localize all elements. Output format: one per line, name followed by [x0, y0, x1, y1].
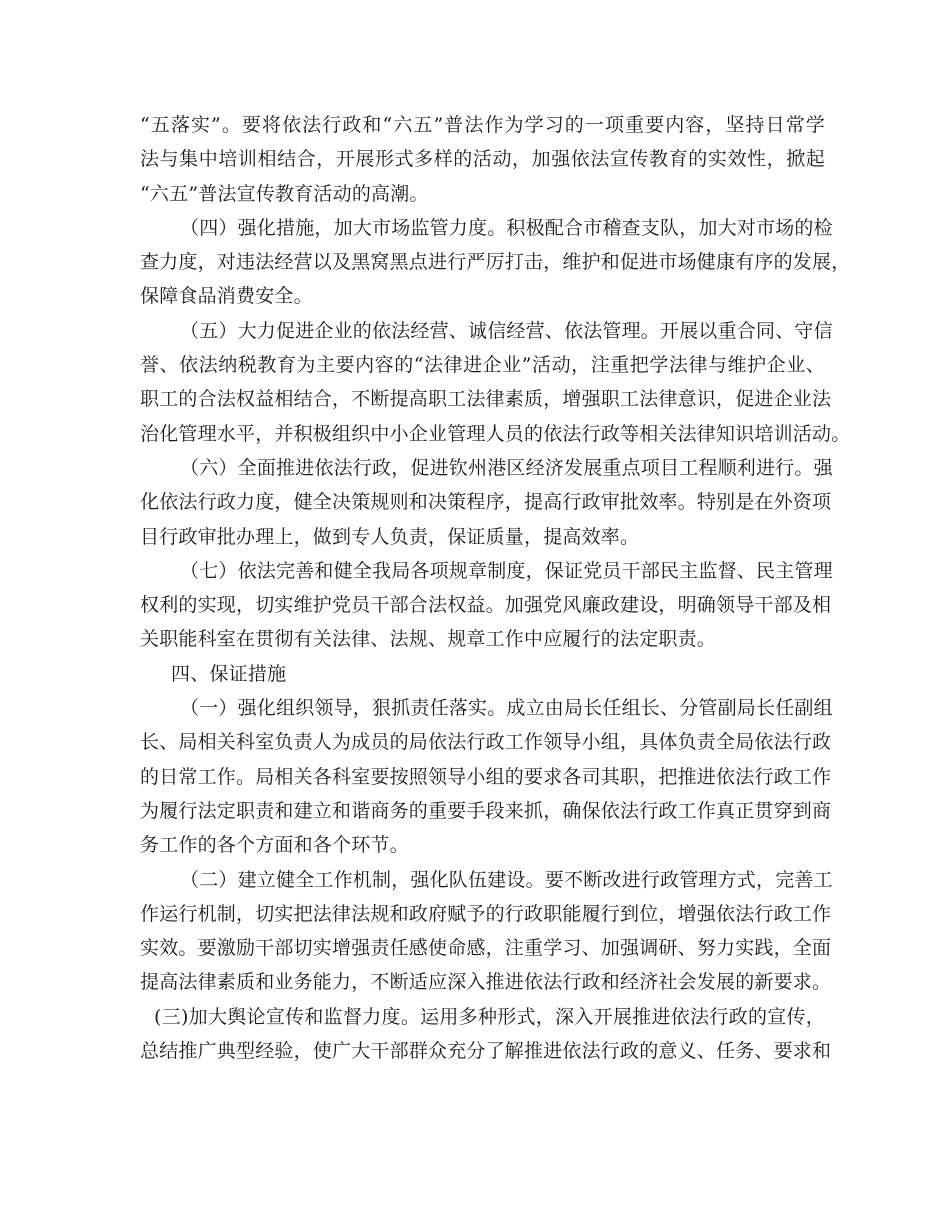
text-line: 四、保证措施: [171, 662, 287, 685]
paragraph: [140, 863, 833, 1000]
text-line: （七）依法完善和健全我局各项规章制度，保证党员干部民主监督、民主管理: [180, 559, 833, 582]
section-heading: [140, 657, 825, 691]
text-line: （一）强化组织领导，狠抓责任落实。成立由局长任组长、分管副局长任副组: [180, 697, 833, 720]
text-line: 总结推广典型经验，使广大干部群众充分了解推进依法行政的意义、任务、要求和: [140, 1040, 832, 1063]
text-line: 的日常工作。局相关各科室要按照领导小组的要求各司其职，把推进依法行政工作: [140, 765, 832, 788]
text-line: 目行政审批办理上，做到专人负责，保证质量，提高效率。: [140, 525, 640, 548]
text-line: 作运行机制，切实把法律法规和政府赋予的行政职能履行到位，增强依法行政工作: [140, 902, 832, 925]
text-line: “六五”普法宣传教育活动的高潮。: [140, 182, 429, 205]
paragraph: [140, 108, 825, 211]
text-line: 为履行法定职责和建立和谐商务的重要手段来抓，确保依法行政工作真正贯穿到商: [140, 799, 832, 822]
paragraph: [140, 314, 851, 451]
text-line: 查力度，对违法经营以及黑窝黑点进行严厉打击，维护和促进市场健康有序的发展，: [140, 251, 851, 274]
text-line: 化依法行政力度，健全决策规则和决策程序，提高行政审批效率。特别是在外资项: [140, 491, 832, 514]
text-line: 治化管理水平，并积极组织中小企业管理人员的依法行政等相关法律知识培训活动。: [140, 422, 851, 445]
paragraph: [140, 554, 833, 657]
paragraph: [140, 691, 833, 862]
text-line: （四）强化措施，加大市场监管力度。积极配合市稽查支队，加大对市场的检: [180, 216, 833, 239]
text-line: 法与集中培训相结合，开展形式多样的活动，加强依法宣传教育的实效性，掀起: [140, 148, 825, 171]
text-line: 权利的实现，切实维护党员干部合法权益。加强党风廉政建设，明确领导干部及相: [140, 594, 832, 617]
paragraph: [140, 211, 851, 314]
text-line: 誉、依法纳税教育为主要内容的“法律进企业”活动，注重把学法律与维护企业、: [140, 354, 825, 377]
document-page: [140, 108, 851, 1068]
text-line: （二）建立健全工作机制，强化队伍建设。要不断改进行政管理方式，完善工: [180, 868, 833, 891]
paragraph: [140, 451, 833, 554]
text-line: 关职能科室在贯彻有关法律、法规、规章工作中应履行的法定职责。: [140, 628, 717, 651]
text-line: (三)加大舆论宣传和监督力度。运用多种形式，深入开展推进依法行政的宣传，: [154, 1005, 825, 1028]
text-line: 职工的合法权益相结合，不断提高职工法律素质，增强职工法律意识，促进企业法: [140, 388, 832, 411]
text-line: （六）全面推进依法行政，促进钦州港区经济发展重点项目工程顺利进行。强: [180, 456, 833, 479]
text-line: （五）大力促进企业的依法经营、诚信经营、依法管理。开展以重合同、守信: [180, 319, 833, 342]
paragraph: [140, 1000, 832, 1069]
text-line: 实效。要激励干部切实增强责任感使命感，注重学习、加强调研、努力实践，全面: [140, 937, 832, 960]
text-line: 保障食品消费安全。: [140, 285, 313, 308]
text-line: 务工作的各个方面和各个环节。: [140, 834, 409, 857]
text-line: 长、局相关科室负责人为成员的局依法行政工作领导小组，具体负责全局依法行政: [140, 731, 832, 754]
text-line: “五落实”。要将依法行政和“六五”普法作为学习的一项重要内容，坚持日常学: [140, 114, 825, 136]
text-line: 提高法律素质和业务能力，不断适应深入推进依法行政和经济社会发展的新要求。: [140, 971, 832, 994]
